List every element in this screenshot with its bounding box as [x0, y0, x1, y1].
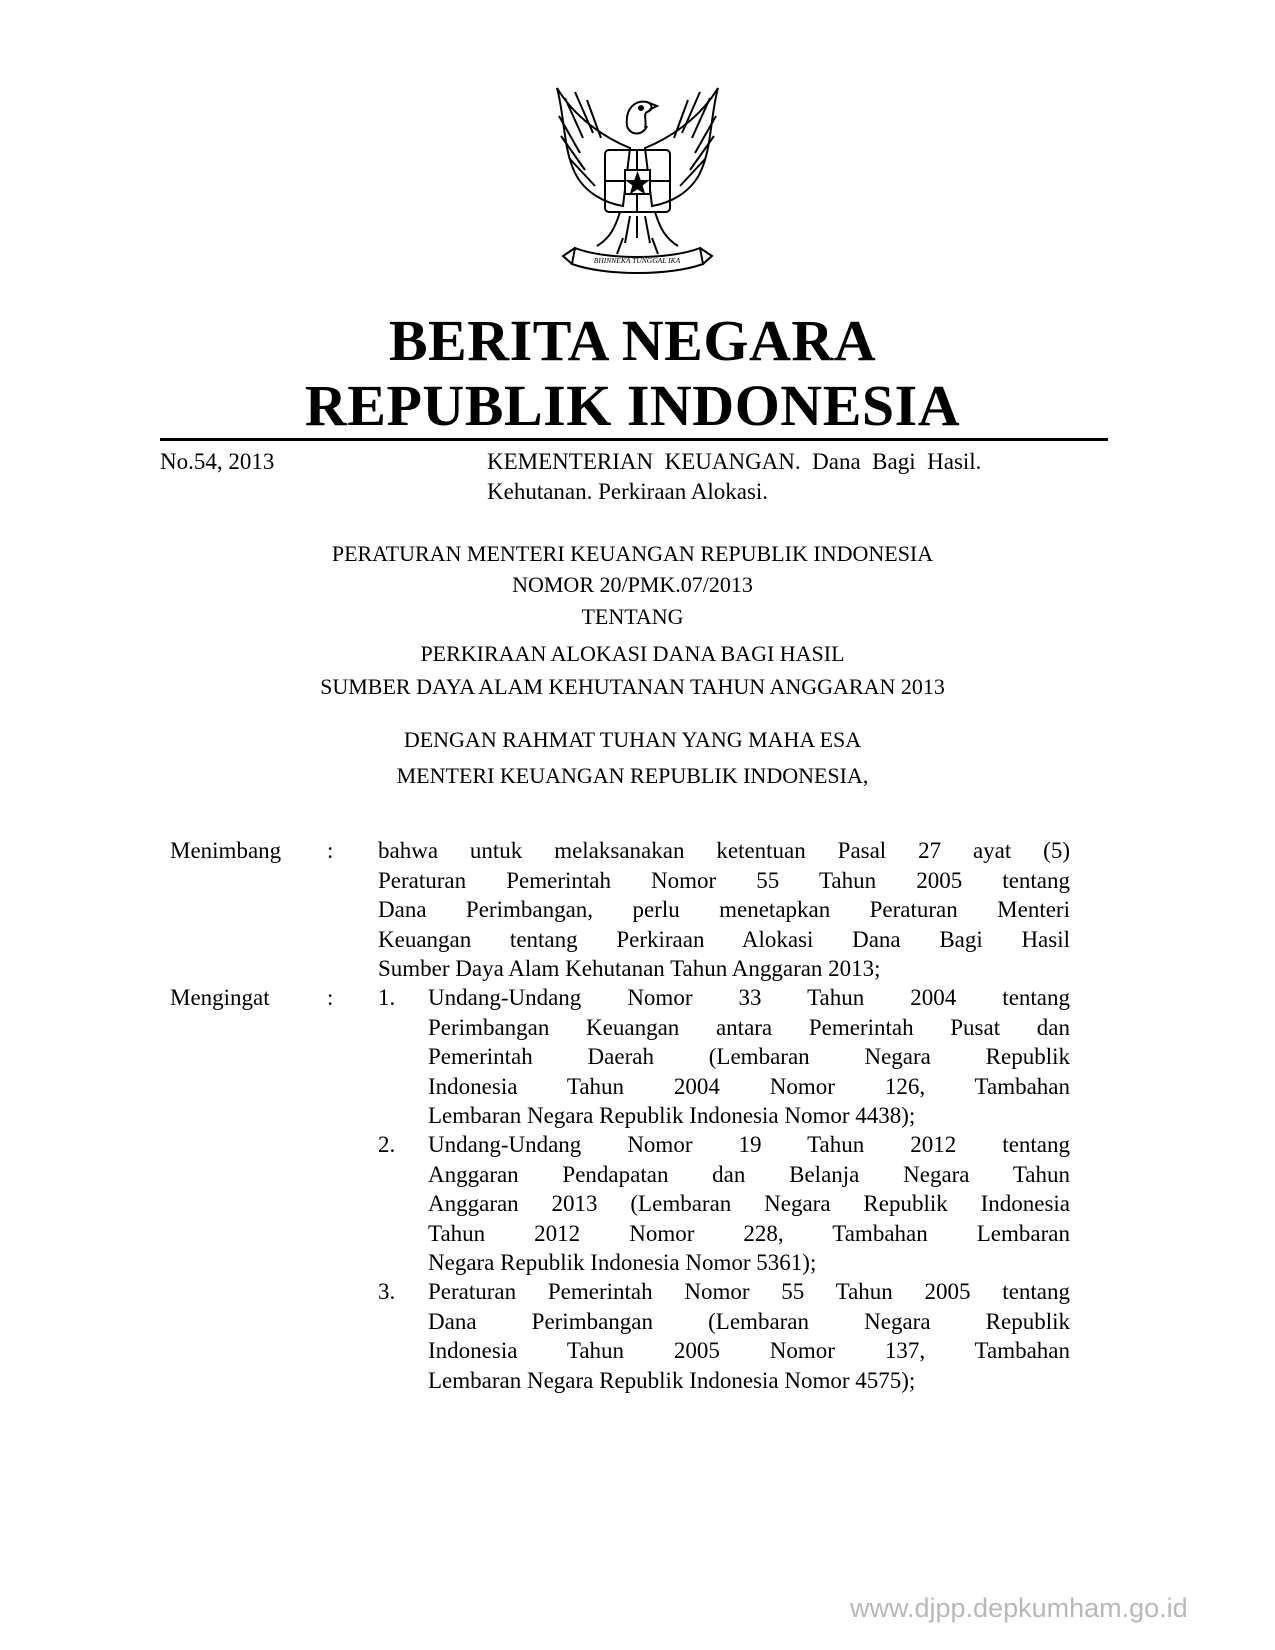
emblem-motto: BHINNEKA TUNGGAL IKA — [593, 256, 681, 265]
mengingat-item — [428, 983, 1070, 1131]
menimbang-colon: : — [327, 838, 334, 863]
regulation-number: NOMOR 20/PMK.07/2013 — [512, 572, 753, 597]
mengingat-item — [428, 1277, 1070, 1395]
mengingat-item-line: Negara Republik Indonesia Nomor 5361); — [428, 1250, 817, 1275]
mengingat-item-line: Indonesia Tahun 2005 Nomor 137, Tambahan — [428, 1338, 1070, 1363]
regulation-title: PERATURAN MENTERI KEUANGAN REPUBLIK INDONESIA — [331, 541, 934, 566]
mengingat-item-line: Dana Perimbangan (Lembaran Negara Republik — [428, 1308, 1070, 1334]
menimbang-line: bahwa untuk melaksanakan ketentuan Pasal 27 ayat (5) — [378, 838, 1070, 863]
masthead-line2: REPUBLIK INDONESIA — [304, 373, 961, 438]
garuda-emblem-icon — [535, 78, 740, 278]
mengingat-item-line: Pemerintah Daerah (Lembaran Negara Republik — [428, 1044, 1070, 1069]
preamble-line2: MENTERI KEUANGAN REPUBLIK INDONESIA, — [396, 763, 869, 788]
masthead-line1: BERITA NEGARA — [388, 308, 877, 373]
mengingat-item-number: 1. — [378, 985, 396, 1010]
mengingat-item-line: Perimbangan Keuangan antara Pemerintah Pusat dan — [428, 1014, 1070, 1040]
menimbang-text — [378, 836, 1070, 984]
mengingat-item-line: Lembaran Negara Republik Indonesia Nomor 4575); — [428, 1367, 916, 1393]
mengingat-item-line: Undang-Undang Nomor 19 Tahun 2012 tentang — [428, 1132, 1070, 1157]
menimbang-line: Peraturan Pemerintah Nomor 55 Tahun 2005 tentang — [378, 867, 1070, 893]
regulation-subject-line1: PERKIRAAN ALOKASI DANA BAGI HASIL — [420, 641, 845, 666]
preamble-line1: DENGAN RAHMAT TUHAN YANG MAHA ESA — [403, 727, 862, 752]
menimbang-label: Menimbang — [170, 838, 282, 863]
menimbang-line: Keuangan tentang Perkiraan Alokasi Dana Bagi Hasil — [378, 926, 1070, 952]
regulation-subject-line2: SUMBER DAYA ALAM KEHUTANAN TAHUN ANGGARAN 2013 — [320, 674, 945, 699]
mengingat-colon: : — [327, 985, 334, 1010]
masthead-rule — [160, 438, 1108, 441]
mengingat-label: Mengingat — [170, 985, 270, 1010]
mengingat-item-line: Peraturan Pemerintah Nomor 55 Tahun 2005 tentang — [428, 1279, 1070, 1304]
menimbang-line: Sumber Daya Alam Kehutanan Tahun Anggaran 2013; — [378, 956, 881, 981]
mengingat-item-line: Lembaran Negara Republik Indonesia Nomor 4438); — [428, 1103, 916, 1128]
gazette-subject-line1: KEMENTERIAN KEUANGAN. Dana Bagi Hasil. — [487, 449, 982, 474]
gazette-subject-line2: Kehutanan. Perkiraan Alokasi. — [487, 479, 769, 504]
menimbang-line: Dana Perimbangan, perlu menetapkan Peraturan Menteri — [378, 897, 1070, 922]
mengingat-item-line: Indonesia Tahun 2004 Nomor 126, Tambahan — [428, 1073, 1070, 1099]
gazette-subject — [487, 447, 1075, 507]
mengingat-item-line: Undang-Undang Nomor 33 Tahun 2004 tentang — [428, 985, 1070, 1010]
mengingat-item-number: 2. — [378, 1132, 396, 1157]
mengingat-item — [428, 1130, 1070, 1278]
mengingat-item-number: 3. — [378, 1279, 396, 1304]
mengingat-item-line: Anggaran Pendapatan dan Belanja Negara Tahun — [428, 1161, 1070, 1187]
regulation-about: TENTANG — [581, 604, 684, 629]
mengingat-item-line: Tahun 2012 Nomor 228, Tambahan Lembaran — [428, 1220, 1070, 1246]
mengingat-item-line: Anggaran 2013 (Lembaran Negara Republik Indonesia — [428, 1191, 1070, 1216]
source-watermark: www.djpp.depkumham.go.id — [850, 1593, 1188, 1623]
gazette-number: No.54, 2013 — [160, 449, 275, 474]
